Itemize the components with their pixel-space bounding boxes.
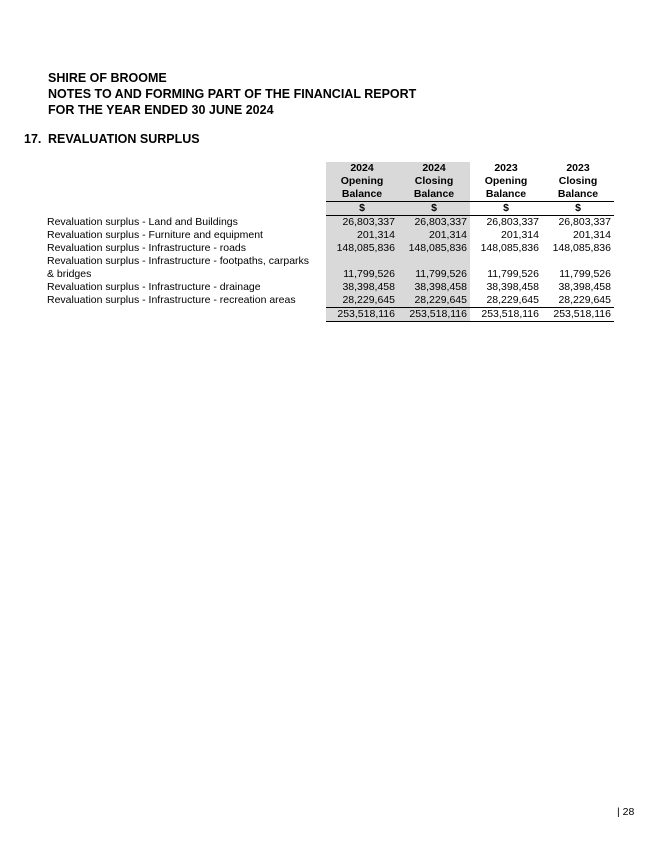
col-header-label: Balance: [326, 188, 398, 202]
table-row-label-only: [47, 255, 614, 268]
total-value: 253,518,116: [326, 308, 398, 322]
report-title: NOTES TO AND FORMING PART OF THE FINANCIAL REPORT: [48, 87, 417, 101]
row-label-continued: & bridges: [47, 268, 92, 280]
cell-value: 11,799,526: [487, 268, 539, 280]
section-number: 17.: [24, 132, 42, 146]
col-header-label: Closing: [398, 175, 470, 188]
cell-value: 148,085,836: [480, 242, 539, 254]
table-row: [47, 268, 614, 281]
row-label: Revaluation surplus - Land and Buildings: [47, 215, 238, 228]
cell-value: 26,803,337: [486, 216, 539, 228]
header-row-l1: [47, 175, 614, 188]
cell-value: 11,799,526: [559, 268, 611, 280]
table-row: [47, 281, 614, 294]
cell-value: 28,229,645: [398, 294, 470, 308]
shire-name: SHIRE OF BROOME: [48, 71, 167, 85]
cell-value: 38,398,458: [558, 281, 611, 293]
header-row-unit: [47, 202, 614, 216]
cell-value: 28,229,645: [326, 294, 398, 308]
col-header-label: Balance: [398, 188, 470, 202]
header-row-l2: [47, 188, 614, 202]
col-header-year: 2023: [566, 162, 590, 174]
revaluation-surplus-table: [47, 162, 614, 322]
report-header: [48, 70, 416, 118]
page-number: | 28: [617, 806, 635, 818]
col-unit: $: [470, 202, 542, 216]
cell-value: 26,803,337: [398, 216, 470, 230]
col-header-label: Closing: [558, 175, 598, 187]
cell-value: 148,085,836: [398, 242, 470, 255]
report-period: FOR THE YEAR ENDED 30 JUNE 2024: [48, 103, 274, 117]
table-row: [47, 294, 614, 308]
table-row: [47, 216, 614, 230]
col-unit: $: [326, 202, 398, 216]
cell-value: 38,398,458: [326, 281, 398, 294]
cell-value: 148,085,836: [552, 242, 611, 254]
cell-value: 201,314: [573, 229, 611, 241]
total-value: 253,518,116: [398, 308, 470, 322]
cell-value: 38,398,458: [398, 281, 470, 294]
col-header-label: Opening: [484, 175, 528, 187]
table-total-row: [47, 308, 614, 322]
table-row: [47, 229, 614, 242]
cell-value: 28,229,645: [542, 294, 614, 308]
col-unit: $: [542, 202, 614, 216]
col-header-label: Balance: [485, 188, 527, 200]
cell-value: 148,085,836: [326, 242, 398, 255]
col-header-year: 2023: [494, 162, 518, 174]
cell-value: 201,314: [398, 229, 470, 242]
col-header-year: 2024: [326, 162, 398, 175]
row-label: Revaluation surplus - Infrastructure - recreation areas: [47, 294, 296, 307]
row-label: Revaluation surplus - Infrastructure - footpaths, carparks: [47, 255, 310, 267]
cell-value: 201,314: [326, 229, 398, 242]
col-header-label: Opening: [326, 175, 398, 188]
cell-value: 201,314: [501, 229, 539, 241]
cell-value: 26,803,337: [558, 216, 611, 228]
col-unit: $: [398, 202, 470, 216]
row-label: Revaluation surplus - Infrastructure - roads: [47, 242, 247, 254]
total-value: 253,518,116: [542, 308, 614, 322]
row-label: Revaluation surplus - Furniture and equipment: [47, 229, 263, 241]
cell-value: 28,229,645: [470, 294, 542, 308]
col-header-label: Balance: [557, 188, 599, 200]
cell-value: 26,803,337: [326, 216, 398, 230]
col-header-year: 2024: [398, 162, 470, 175]
row-label: Revaluation surplus - Infrastructure - drainage: [47, 281, 261, 293]
table-row: [47, 242, 614, 255]
cell-value: 38,398,458: [486, 281, 539, 293]
section-heading: [24, 132, 200, 146]
total-value: 253,518,116: [470, 308, 542, 322]
cell-value: 11,799,526: [398, 268, 470, 281]
cell-value: 11,799,526: [326, 268, 398, 281]
section-title: REVALUATION SURPLUS: [48, 132, 200, 146]
header-row-year: [47, 162, 614, 175]
